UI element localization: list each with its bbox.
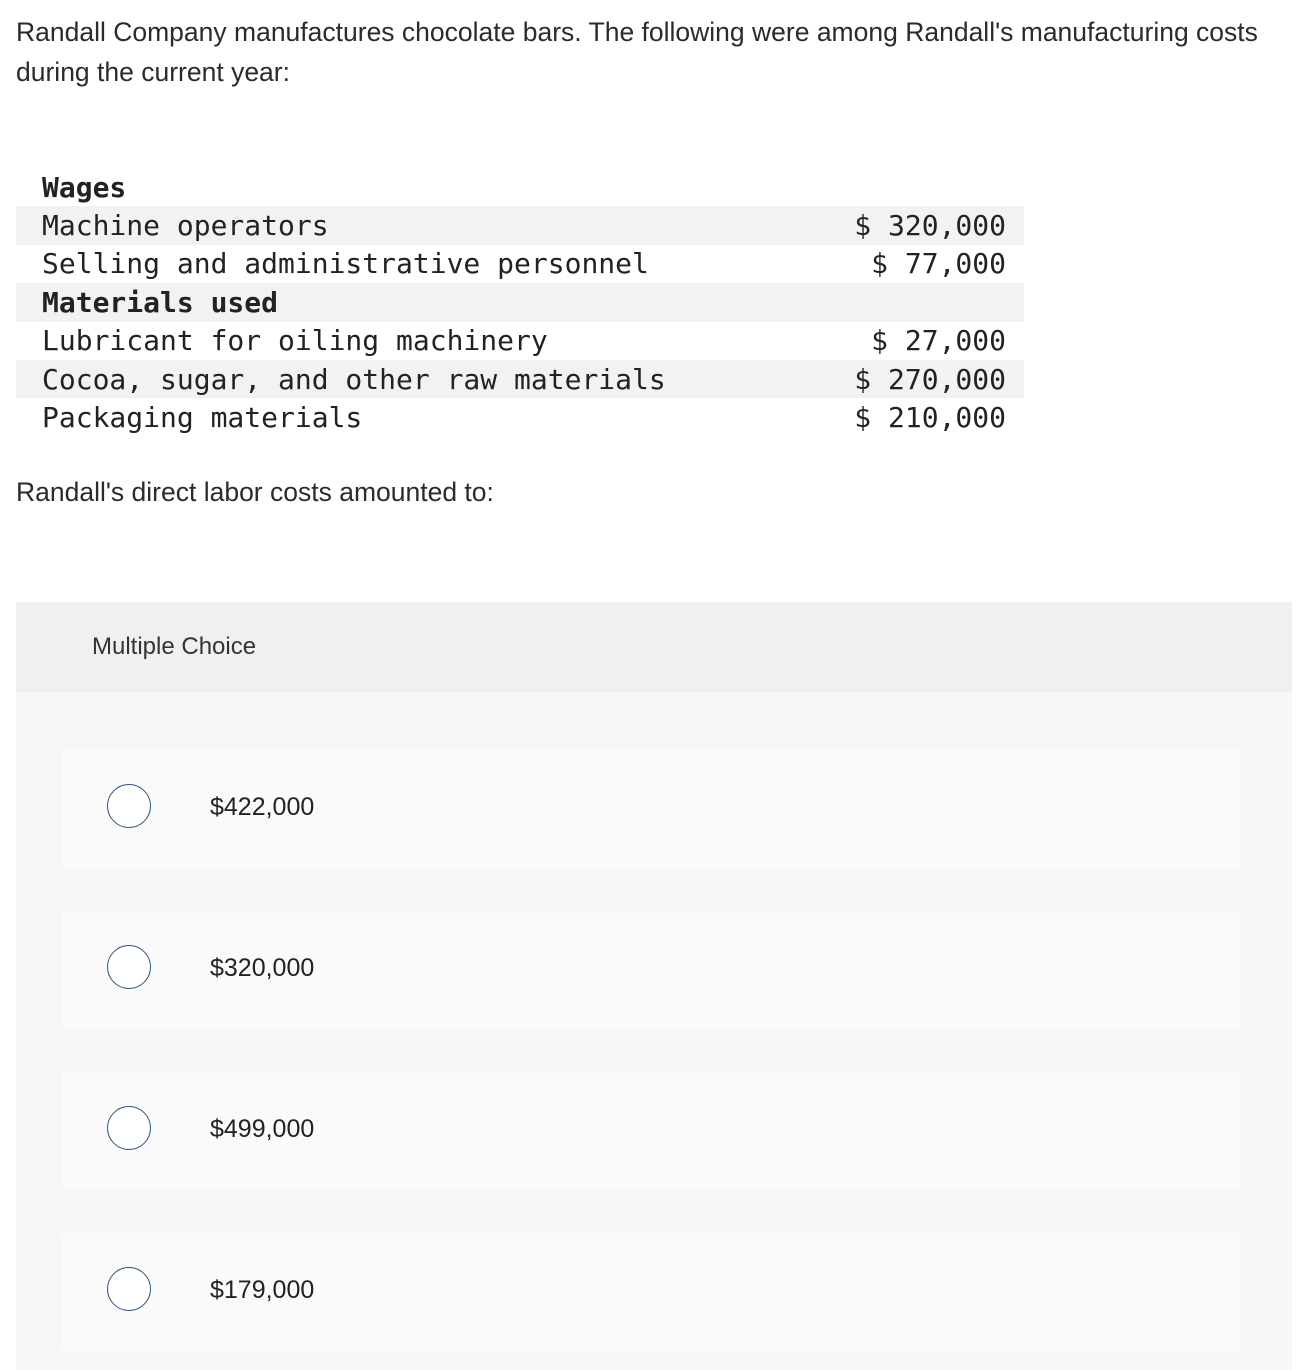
choice-option[interactable]: [62, 1233, 1240, 1351]
question-prompt: Randall's direct labor costs amounted to:: [16, 477, 494, 507]
row-label: Selling and administrative personnel: [42, 247, 649, 281]
row-label: Packaging materials: [42, 401, 363, 435]
row-amount: [815, 168, 1024, 206]
choice-option[interactable]: [62, 1072, 1240, 1190]
radio-button[interactable]: [107, 784, 151, 828]
question-intro: Randall Company manufactures chocolate bars. The following were among Randall's manufacturing costs during the current year:: [16, 17, 1258, 87]
row-label: Wages: [42, 170, 127, 204]
row-label: Lubricant for oiling machinery: [42, 324, 548, 358]
row-amount: $ 210,000: [854, 401, 1006, 435]
table-row: [16, 360, 1024, 398]
choice-option[interactable]: [62, 750, 1240, 868]
radio-button[interactable]: [107, 1267, 151, 1311]
row-amount: $ 27,000: [871, 324, 1006, 358]
row-label: Cocoa, sugar, and other raw materials: [16, 360, 815, 398]
table-row: [16, 206, 1024, 244]
cost-table: [16, 168, 1024, 437]
multiple-choice-title: Multiple Choice: [92, 633, 257, 660]
radio-button[interactable]: [107, 945, 151, 989]
row-label: Machine operators: [16, 206, 815, 244]
row-amount: $ 270,000: [815, 360, 1024, 398]
radio-button[interactable]: [107, 1106, 151, 1150]
table-row: [16, 322, 1024, 360]
table-row: [16, 245, 1024, 283]
choice-label: $320,000: [210, 954, 315, 982]
table-row: [16, 398, 1024, 436]
multiple-choice-panel: [16, 602, 1292, 1370]
row-amount: $ 320,000: [815, 206, 1024, 244]
choice-option[interactable]: [62, 911, 1240, 1029]
choice-label: $422,000: [210, 793, 315, 821]
row-amount: [815, 283, 1024, 321]
table-row: [16, 283, 1024, 321]
row-amount: $ 77,000: [871, 247, 1006, 281]
multiple-choice-header: [16, 602, 1292, 692]
row-label: Materials used: [16, 283, 815, 321]
choice-label: $499,000: [210, 1115, 315, 1143]
choice-label: $179,000: [210, 1276, 315, 1304]
table-row: [16, 168, 1024, 206]
